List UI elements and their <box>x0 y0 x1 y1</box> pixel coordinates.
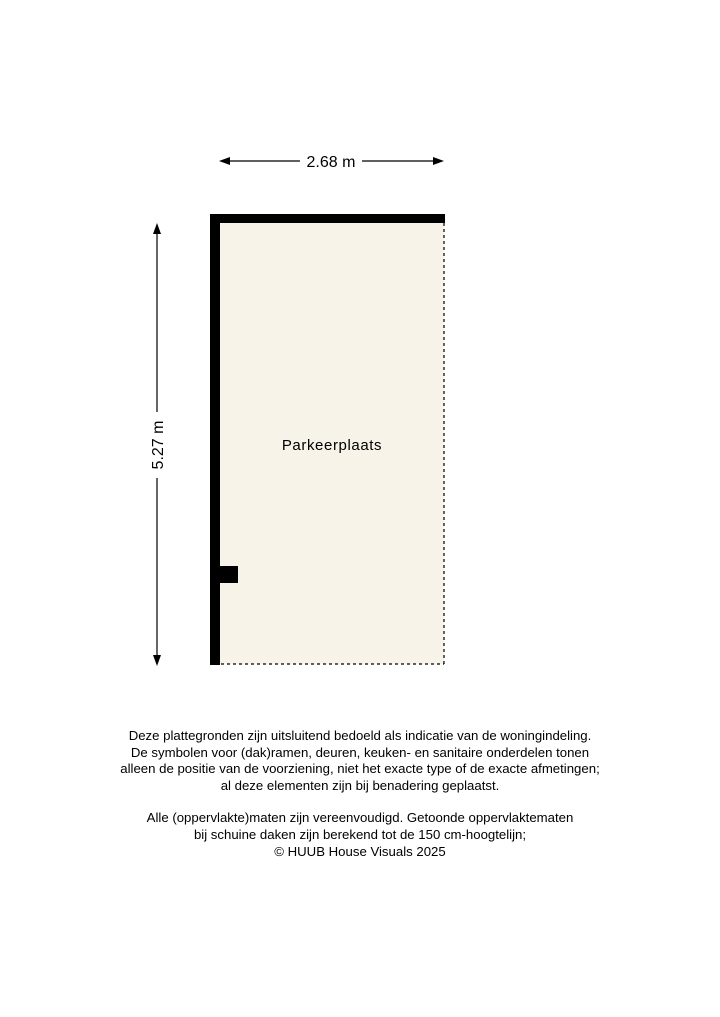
disclaimer-line: alleen de positie van de voorziening, niet het exacte type of de exacte afmetingen; <box>120 761 600 777</box>
disclaimer-line: De symbolen voor (dak)ramen, deuren, keuken- en sanitaire onderdelen tonen <box>130 744 590 760</box>
wall-top <box>210 214 445 223</box>
disclaimer-line: bij schuine daken zijn berekend tot de 150 cm-hoogtelijn; <box>193 826 527 842</box>
arrow-up-icon <box>153 223 161 234</box>
disclaimer-line: Deze plattegronden zijn uitsluitend bedoeld als indicatie van de woningindeling. <box>128 728 592 743</box>
width-label: 2.68 m <box>306 154 356 171</box>
arrow-right-icon <box>433 157 444 165</box>
height-label: 5.27 m <box>150 420 167 470</box>
arrow-left-icon <box>219 157 230 165</box>
disclaimer-line: Alle (oppervlakte)maten zijn vereenvoudigd. Getoonde oppervlaktematen <box>146 810 574 826</box>
wall-left <box>210 214 220 665</box>
room-label: Parkeerplaats <box>281 437 383 454</box>
copyright: © HUUB House Visuals 2025 <box>274 843 446 859</box>
disclaimer <box>60 728 660 860</box>
disclaimer-line: al deze elementen zijn bij benadering geplaatst. <box>220 777 500 793</box>
width-dimension <box>219 154 444 171</box>
column <box>210 566 238 583</box>
height-dimension <box>150 223 167 666</box>
arrow-down-icon <box>153 655 161 666</box>
